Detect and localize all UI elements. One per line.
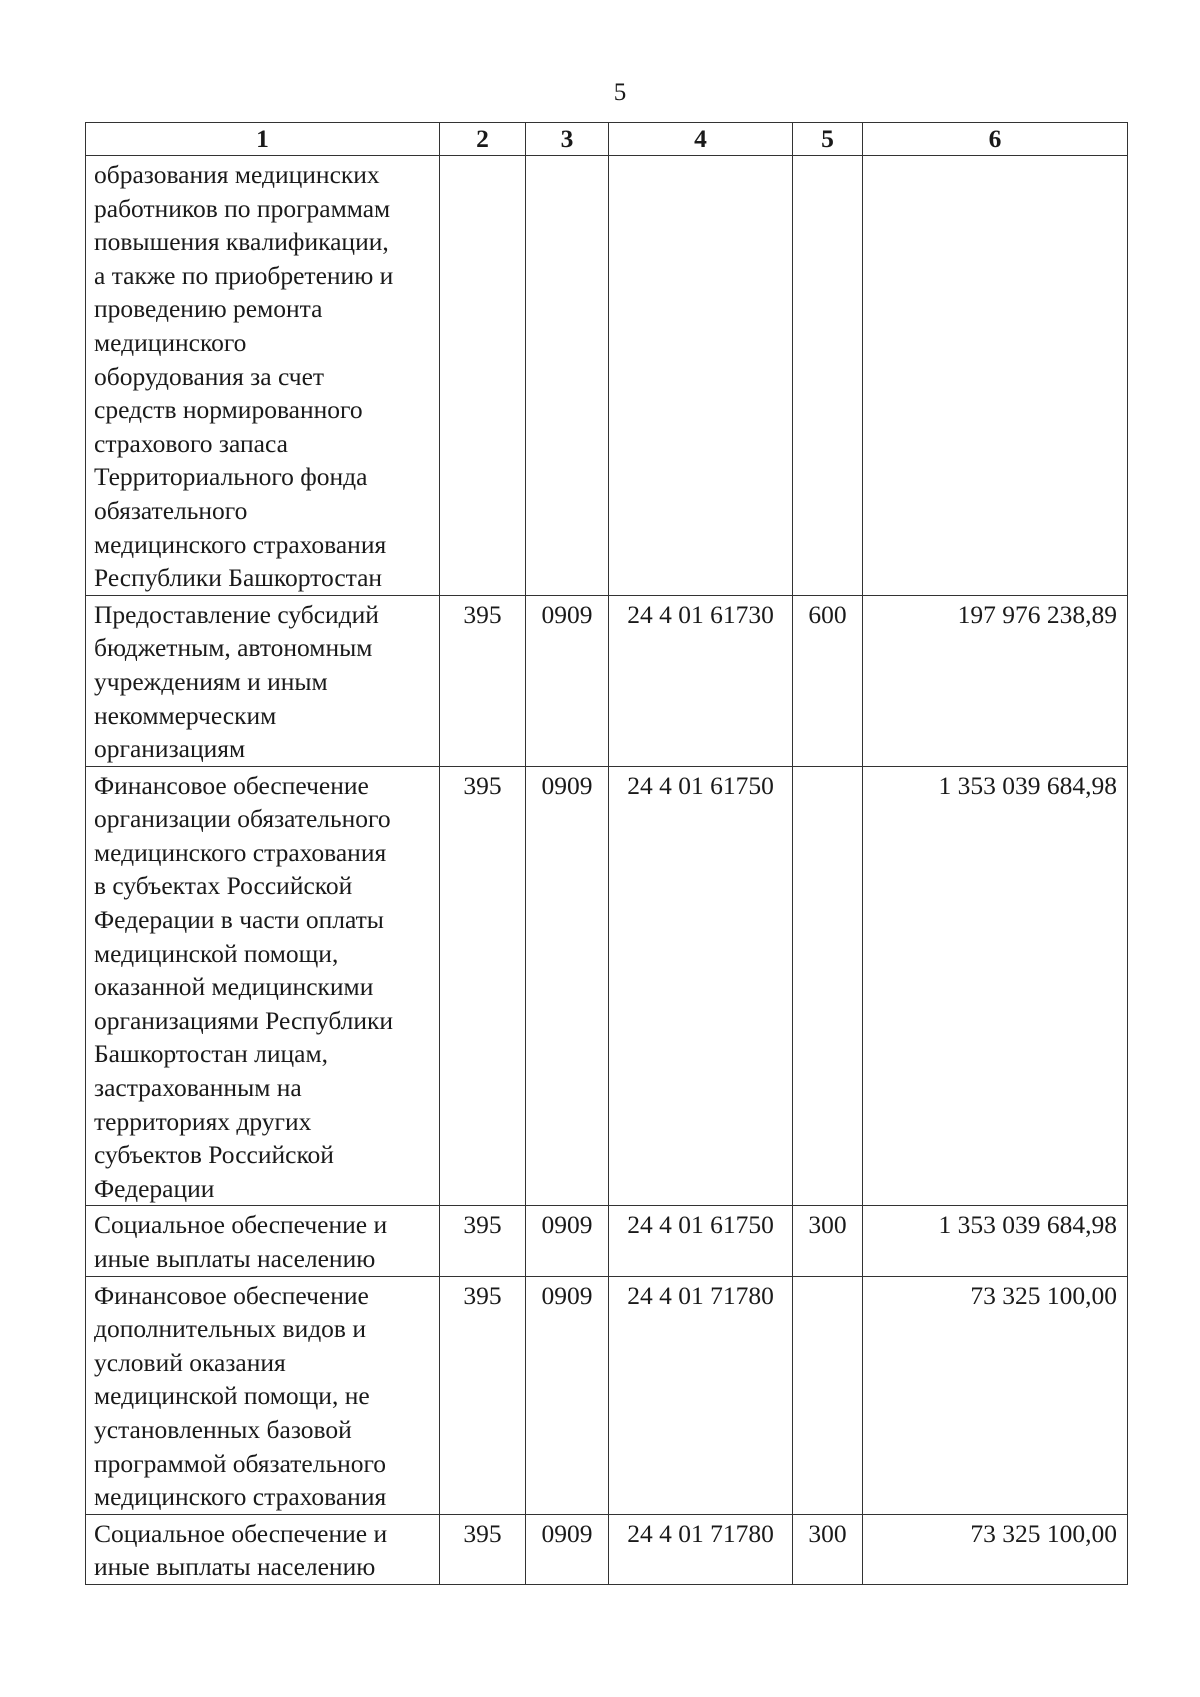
header-col-4: 4 xyxy=(609,123,793,156)
item-name-cell xyxy=(86,766,440,1206)
item-name-line: Социальное обеспечение и xyxy=(94,1518,388,1548)
item-name-line: организации обязательного xyxy=(94,804,391,834)
target-code-cell: 24 4 01 61750 xyxy=(609,766,793,1206)
target-code-cell xyxy=(609,156,793,596)
section-code-cell: 0909 xyxy=(526,1206,609,1276)
amount-cell: 73 325 100,00 xyxy=(863,1276,1128,1514)
item-name-line: Федерации xyxy=(94,1173,215,1203)
item-name-line: бюджетным, автономным xyxy=(94,633,373,663)
ministry-code-cell: 395 xyxy=(440,1514,526,1584)
item-name-cell xyxy=(86,1276,440,1514)
item-name-line: медицинского страхования xyxy=(94,837,387,867)
item-name-line: территориях других xyxy=(94,1106,312,1136)
item-name-line: проведению ремонта xyxy=(94,294,323,324)
section-code-cell: 0909 xyxy=(526,1276,609,1514)
item-name-line: медицинского страхования xyxy=(94,529,387,559)
item-name-line: условий оказания xyxy=(94,1347,286,1377)
ministry-code-cell: 395 xyxy=(440,1276,526,1514)
expense-type-cell: 300 xyxy=(793,1514,863,1584)
item-name-line: учреждениям и иным xyxy=(94,666,328,696)
item-name-cell xyxy=(86,1514,440,1584)
header-col-5: 5 xyxy=(793,123,863,156)
table-row xyxy=(86,1206,1128,1276)
expense-type-cell xyxy=(793,156,863,596)
item-name-line: иные выплаты населению xyxy=(94,1552,376,1582)
table-row xyxy=(86,595,1128,766)
item-name-line: средств нормированного xyxy=(94,395,363,425)
item-name-line: медицинского xyxy=(94,327,247,357)
page-number: 5 xyxy=(613,79,627,106)
item-name-cell xyxy=(86,156,440,596)
item-name-line: программой обязательного xyxy=(94,1448,387,1478)
ministry-code-cell: 395 xyxy=(440,1206,526,1276)
target-code-cell: 24 4 01 71780 xyxy=(609,1276,793,1514)
target-code-cell: 24 4 01 61730 xyxy=(609,595,793,766)
item-name-line: Башкортостан лицам, xyxy=(94,1039,329,1069)
budget-table xyxy=(85,122,1128,1585)
target-code-cell: 24 4 01 71780 xyxy=(609,1514,793,1584)
item-name-cell xyxy=(86,1206,440,1276)
table-header-row xyxy=(86,123,1128,156)
item-name-line: субъектов Российской xyxy=(94,1140,334,1170)
target-code-cell: 24 4 01 61750 xyxy=(609,1206,793,1276)
item-name-cell xyxy=(86,595,440,766)
item-name-line: медицинской помощи, xyxy=(94,938,339,968)
item-name-line: а также по приобретению и xyxy=(94,260,394,290)
item-name-line: образования медицинских xyxy=(94,160,380,189)
item-name-line: медицинского страхования xyxy=(94,1482,387,1512)
table-body xyxy=(86,156,1128,1585)
table-row xyxy=(86,766,1128,1206)
section-code-cell xyxy=(526,156,609,596)
item-name-line: организациям xyxy=(94,734,246,764)
item-name-line: Федерации в части оплаты xyxy=(94,905,384,935)
item-name-line: повышения квалификации, xyxy=(94,227,389,257)
table-row xyxy=(86,156,1128,596)
item-name-line: оказанной медицинскими xyxy=(94,972,374,1002)
amount-cell: 1 353 039 684,98 xyxy=(863,1206,1128,1276)
header-col-2: 2 xyxy=(440,123,526,156)
expense-type-cell xyxy=(793,766,863,1206)
item-name-line: в субъектах Российской xyxy=(94,871,353,901)
header-col-1: 1 xyxy=(86,123,440,156)
amount-cell xyxy=(863,156,1128,596)
expense-type-cell: 600 xyxy=(793,595,863,766)
amount-cell: 73 325 100,00 xyxy=(863,1514,1128,1584)
amount-cell: 197 976 238,89 xyxy=(863,595,1128,766)
section-code-cell: 0909 xyxy=(526,595,609,766)
item-name-line: обязательного xyxy=(94,495,248,525)
item-name-line: страхового запаса xyxy=(94,428,288,458)
item-name-line: Республики Башкортостан xyxy=(94,563,383,593)
item-name-line: некоммерческим xyxy=(94,700,277,730)
item-name-line: застрахованным на xyxy=(94,1073,302,1103)
item-name-line: Предоставление субсидий xyxy=(94,599,379,629)
item-name-line: иные выплаты населению xyxy=(94,1244,376,1273)
section-code-cell: 0909 xyxy=(526,1514,609,1584)
item-name-line: организациями Республики xyxy=(94,1005,394,1035)
item-name-line: медицинской помощи, не xyxy=(94,1381,370,1411)
item-name-line: Финансовое обеспечение xyxy=(94,1280,369,1310)
expense-type-cell: 300 xyxy=(793,1206,863,1276)
table-row xyxy=(86,1514,1128,1584)
header-col-3: 3 xyxy=(526,123,609,156)
amount-cell: 1 353 039 684,98 xyxy=(863,766,1128,1206)
expense-type-cell xyxy=(793,1276,863,1514)
ministry-code-cell xyxy=(440,156,526,596)
section-code-cell: 0909 xyxy=(526,766,609,1206)
header-col-6: 6 xyxy=(863,123,1128,156)
item-name-line: установленных базовой xyxy=(94,1414,352,1444)
item-name-line: дополнительных видов и xyxy=(94,1314,366,1344)
item-name-line: Территориального фонда xyxy=(94,462,368,492)
table-row xyxy=(86,1276,1128,1514)
item-name-line: Финансовое обеспечение xyxy=(94,770,369,800)
item-name-line: работников по программам xyxy=(94,193,391,223)
item-name-line: Социальное обеспечение и xyxy=(94,1210,388,1240)
ministry-code-cell: 395 xyxy=(440,595,526,766)
ministry-code-cell: 395 xyxy=(440,766,526,1206)
item-name-line: оборудования за счет xyxy=(94,361,325,391)
